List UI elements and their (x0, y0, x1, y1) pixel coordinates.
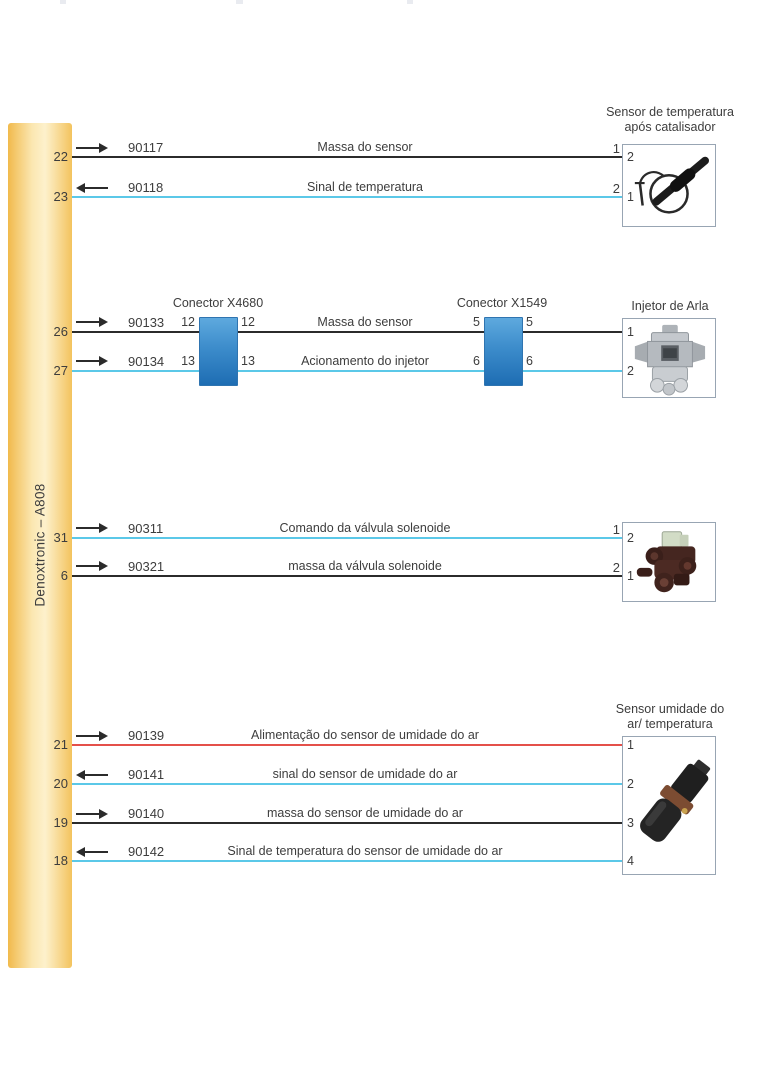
arrow-out-icon (76, 731, 108, 741)
component-title-line2: após catalisador (624, 120, 716, 134)
ecu-label: Denoxtronic – A808 (32, 483, 48, 607)
connector-pin: 13 (181, 354, 195, 368)
arrow-in-icon (76, 183, 108, 193)
signal-label: Alimentação do sensor de umidade do ar (251, 728, 479, 742)
exhaust-temperature-sensor-photo-icon (623, 145, 715, 226)
arrow-out-icon (76, 809, 108, 819)
wire-90142 (72, 860, 622, 862)
signal-label: Comando da válvula solenoide (279, 521, 451, 535)
wire-90311 (72, 537, 622, 539)
component-pin-outer: 2 (612, 560, 620, 575)
ecu-pin-21: 21 (53, 737, 68, 752)
ecu-pin-31: 31 (53, 530, 68, 545)
ecu-pin-26: 26 (53, 324, 68, 339)
signal-label: massa do sensor de umidade do ar (267, 806, 463, 820)
ecu-pin-18: 18 (53, 853, 68, 868)
connector-x4680 (199, 317, 238, 386)
arrow-in-icon (76, 847, 108, 857)
component-pin-inner: 1 (627, 325, 634, 339)
component-pin-inner: 1 (627, 569, 634, 583)
ecu-pin-23: 23 (53, 189, 68, 204)
signal-label: sinal do sensor de umidade do ar (272, 767, 458, 781)
air-humidity-temperature-sensor-photo-icon (623, 737, 715, 874)
signal-label: Sinal de temperatura do sensor de umidade do ar (227, 844, 503, 858)
component-title (585, 299, 755, 314)
connector-pin: 5 (526, 315, 533, 329)
connector-pin: 5 (473, 315, 480, 329)
component-pin-outer: 1 (612, 522, 620, 537)
component-pin-inner: 3 (627, 816, 634, 830)
wire-number: 90117 (128, 140, 164, 155)
component-title-line1: Sensor umidade do (615, 702, 725, 716)
ecu-pin-22: 22 (53, 149, 68, 164)
arrow-out-icon (76, 356, 108, 366)
connector-pin: 12 (181, 315, 195, 329)
component-pin-inner: 1 (627, 190, 634, 204)
ecu-pin-27: 27 (53, 363, 68, 378)
ecu-pin-20: 20 (53, 776, 68, 791)
page-crop-artifact (407, 0, 413, 4)
connector-pin: 12 (241, 315, 255, 329)
wire-90117 (72, 156, 622, 158)
wire-90139 (72, 744, 622, 746)
arla-injector-photo-icon (623, 319, 715, 397)
component-pin-inner: 2 (627, 364, 634, 378)
arrow-out-icon (76, 317, 108, 327)
component-pin-outer: 1 (612, 141, 620, 156)
wire-90141 (72, 783, 622, 785)
signal-label: Massa do sensor (317, 140, 413, 154)
signal-label: massa da válvula solenoide (288, 559, 442, 573)
component-pin-inner: 1 (627, 738, 634, 752)
solenoid-valve-photo-icon (623, 523, 715, 601)
wire-90134 (72, 370, 622, 372)
ecu-pin-6: 6 (60, 568, 68, 583)
ecu-pin-19: 19 (53, 815, 68, 830)
wire-number: 90311 (128, 521, 164, 536)
connector-x1549 (484, 317, 523, 386)
arrow-out-icon (76, 561, 108, 571)
wire-number: 90134 (128, 354, 165, 369)
connector-x1549-label: Conector X1549 (456, 296, 548, 310)
signal-label: Acionamento do injetor (301, 354, 429, 368)
signal-label: Sinal de temperatura (306, 180, 424, 194)
wire-number: 90139 (128, 728, 165, 743)
wire-number: 90141 (128, 767, 165, 782)
component-pin-inner: 2 (627, 777, 634, 791)
wire-number: 90321 (128, 559, 165, 574)
page-crop-artifact (60, 0, 66, 4)
component-title (585, 105, 755, 135)
component-pin-inner: 2 (627, 531, 634, 545)
wire-number: 90133 (128, 315, 165, 330)
arrow-in-icon (76, 770, 108, 780)
signal-label: Massa do sensor (317, 315, 413, 329)
component-title-line1: Injetor de Arla (631, 299, 709, 313)
wire-90321 (72, 575, 622, 577)
connector-pin: 6 (526, 354, 533, 368)
component-box-arla-injector (622, 318, 716, 398)
page-crop-artifact (236, 0, 243, 4)
component-title (585, 702, 755, 732)
connector-pin: 13 (241, 354, 255, 368)
arrow-out-icon (76, 143, 108, 153)
wire-number: 90118 (128, 180, 164, 195)
component-title-line2: ar/ temperatura (627, 717, 713, 731)
wire-90133 (72, 331, 622, 333)
connector-x4680-label: Conector X4680 (172, 296, 264, 310)
component-box-exhaust-temp-sensor (622, 144, 716, 227)
arrow-out-icon (76, 523, 108, 533)
wire-number: 90142 (128, 844, 165, 859)
component-box-solenoid-valve (622, 522, 716, 602)
component-pin-outer: 2 (612, 181, 620, 196)
wire-90140 (72, 822, 622, 824)
component-box-humidity-sensor (622, 736, 716, 875)
component-title-line1: Sensor de temperatura (606, 105, 734, 119)
component-pin-inner: 4 (627, 854, 634, 868)
component-pin-inner: 2 (627, 150, 634, 164)
connector-pin: 6 (473, 354, 480, 368)
wire-number: 90140 (128, 806, 165, 821)
wire-90118 (72, 196, 622, 198)
